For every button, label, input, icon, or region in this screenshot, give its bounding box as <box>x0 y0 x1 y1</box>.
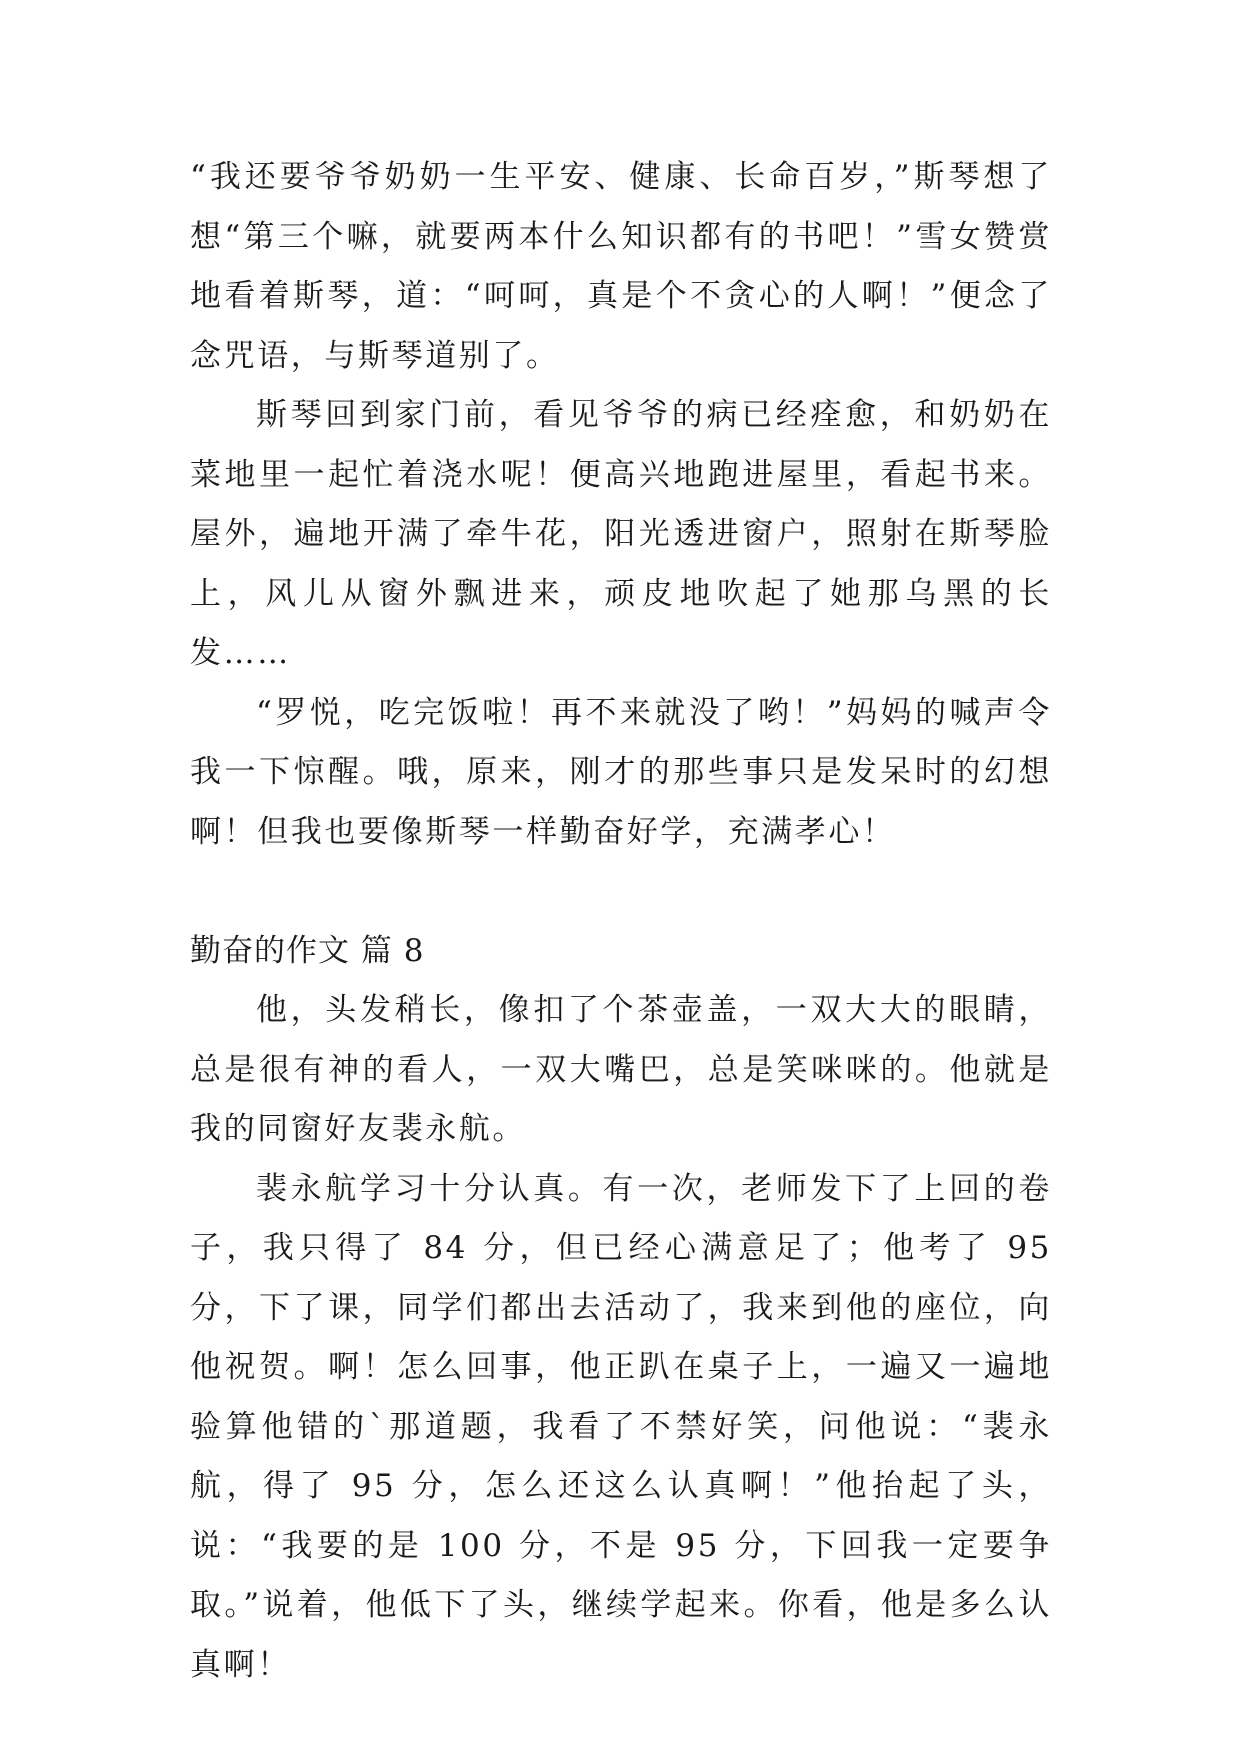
section-gap <box>190 862 1052 922</box>
paragraph-description: 他，头发稍长，像扣了个茶壶盖，一双大大的眼睛，总是很有神的看人，一双大嘴巴，总是笑咪咪的。他就是我的同窗好友裴永航。 <box>190 992 1052 1147</box>
section-heading: 勤奋的作文 篇 8 <box>190 932 425 969</box>
paragraph-study: 裴永航学习十分认真。有一次，老师发下了上回的卷子，我只得了 84 分，但已经心满意足了；他考了 95 分，下了课，同学们都出去活动了，我来到他的座位，向他祝贺。啊！怎么回事，他正趴在桌子上，一遍又一遍地验算他错的`那道题，我看了不禁好笑，问他说：“裴永航，得了 95 分，怎么还这么认真啊！”他抬起了头，说：“我要的是 100 分，不是 95 分，下回我一定要争取。”说着，他低下了头，继续学起来。你看，他是多么认真啊！ <box>190 1170 1052 1683</box>
document-page <box>190 148 1052 1695</box>
paragraph-wake-up: “罗悦，吃完饭啦！再不来就没了哟！”妈妈的喊声令我一下惊醒。哦，原来，刚才的那些事只是发呆时的幻想啊！但我也要像斯琴一样勤奋好学，充满孝心！ <box>190 694 1052 850</box>
paragraph-return-home: 斯琴回到家门前，看见爷爷的病已经痊愈，和奶奶在菜地里一起忙着浇水呢！便高兴地跑进屋里，看起书来。屋外，遍地开满了牵牛花，阳光透进窗户，照射在斯琴脸上，风儿从窗外飘进来，顽皮地吹起了她那乌黑的长发…… <box>190 397 1052 671</box>
paragraph-wish: “我还要爷爷奶奶一生平安、健康、长命百岁，”斯琴想了想“第三个嘛，就要两本什么知识都有的书吧！”雪女赞赏地看着斯琴，道：“呵呵，真是个不贪心的人啊！”便念了念咒语，与斯琴道别了。 <box>190 159 1052 374</box>
